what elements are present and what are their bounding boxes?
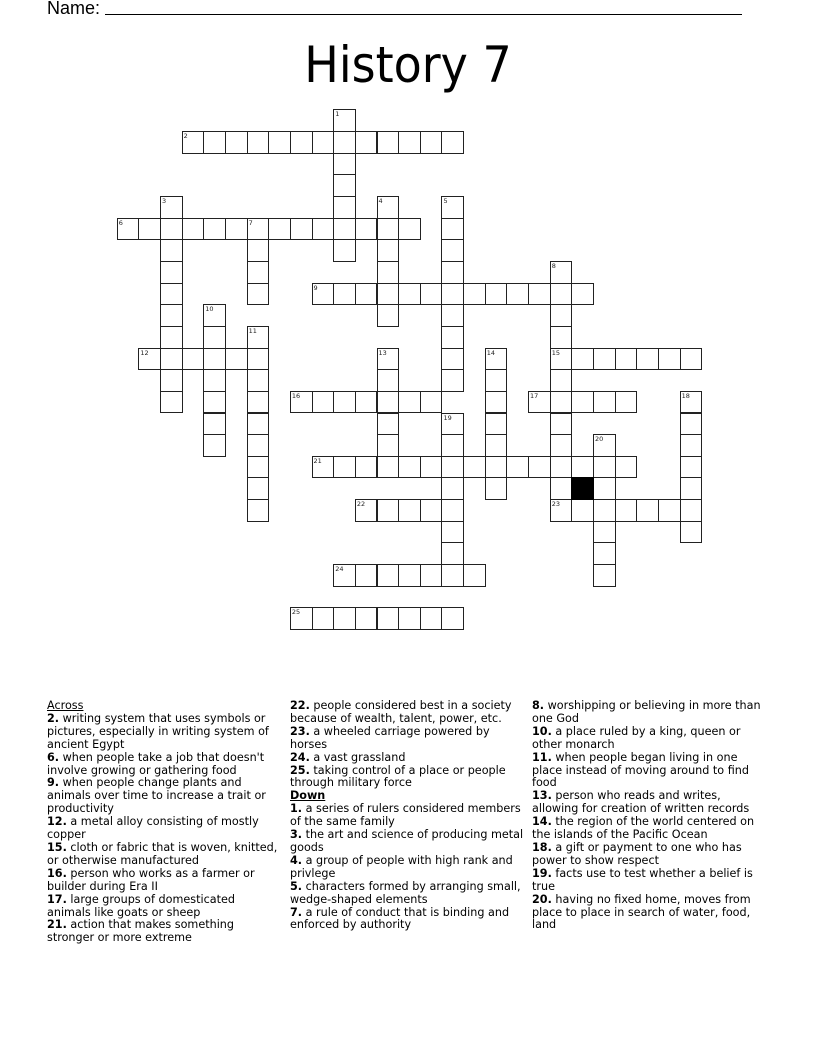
grid-cell[interactable] bbox=[398, 499, 421, 522]
grid-cell[interactable] bbox=[463, 456, 486, 479]
clue-across-21: 21. action that makes something stronger or more extreme bbox=[47, 918, 234, 945]
grid-cell[interactable] bbox=[203, 391, 226, 414]
grid-cell[interactable] bbox=[420, 283, 443, 306]
grid-cell[interactable] bbox=[333, 218, 356, 241]
clue-number: 11 bbox=[248, 326, 257, 335]
clue-number: 8 bbox=[551, 261, 556, 270]
grid-cell[interactable] bbox=[225, 218, 248, 241]
grid-cell[interactable] bbox=[377, 196, 400, 219]
grid-cell[interactable] bbox=[420, 391, 443, 414]
clue-number: 3 bbox=[162, 197, 167, 205]
grid-cell[interactable] bbox=[441, 456, 464, 479]
grid-cell[interactable] bbox=[420, 131, 443, 154]
grid-cell[interactable] bbox=[312, 218, 335, 241]
grid-cell[interactable] bbox=[377, 391, 400, 414]
grid-cell[interactable] bbox=[571, 348, 594, 371]
grid-cell[interactable] bbox=[182, 131, 205, 154]
grid-cell[interactable] bbox=[377, 304, 400, 327]
grid-cell[interactable] bbox=[333, 564, 356, 587]
clue-across-2: 2. writing system that uses symbols or pictures, especially in writing system of ancient Egypt bbox=[47, 711, 269, 751]
grid-cell[interactable] bbox=[680, 413, 703, 436]
grid-cell[interactable] bbox=[225, 348, 248, 371]
clue-down-3: 3. the art and science of producing metal goods bbox=[290, 828, 524, 854]
clue-down-8: 8. worshipping or believing in more than one God bbox=[532, 699, 761, 725]
grid-cell[interactable] bbox=[377, 369, 400, 392]
grid-cell[interactable] bbox=[247, 239, 270, 262]
clue-number: 19 bbox=[443, 413, 452, 422]
grid-cell[interactable] bbox=[398, 391, 421, 414]
grid-cell[interactable] bbox=[377, 131, 400, 154]
grid-cell[interactable] bbox=[290, 218, 313, 241]
grid-cell[interactable] bbox=[290, 131, 313, 154]
grid-cell[interactable] bbox=[247, 499, 270, 522]
grid-cell[interactable] bbox=[290, 607, 313, 630]
grid-cell[interactable] bbox=[225, 131, 248, 154]
grid-cell[interactable] bbox=[377, 434, 400, 457]
grid-cell[interactable] bbox=[485, 456, 508, 479]
clue-number: 9 bbox=[313, 283, 318, 292]
grid-cell[interactable] bbox=[441, 477, 464, 500]
grid-cell[interactable] bbox=[377, 499, 400, 522]
grid-cell[interactable] bbox=[441, 304, 464, 327]
grid-cell[interactable] bbox=[550, 261, 573, 284]
grid-cell[interactable] bbox=[398, 564, 421, 587]
clue-number: 16 bbox=[291, 391, 301, 400]
clue-down-19: 19. facts use to test whether a belief is true bbox=[532, 866, 753, 893]
grid-cell[interactable] bbox=[247, 413, 270, 436]
grid-cell[interactable] bbox=[377, 607, 400, 630]
grid-cell[interactable] bbox=[441, 542, 464, 565]
down-heading: Down bbox=[290, 789, 326, 803]
grid-cell[interactable] bbox=[485, 391, 508, 414]
grid-cell[interactable] bbox=[138, 218, 161, 241]
clue-number: 6 bbox=[118, 218, 123, 227]
grid-cell[interactable] bbox=[355, 564, 378, 587]
grid-cell[interactable] bbox=[333, 456, 356, 479]
grid-cell[interactable] bbox=[333, 131, 356, 154]
grid-cell[interactable] bbox=[506, 283, 529, 306]
grid-cell[interactable] bbox=[441, 326, 464, 349]
grid-cell[interactable] bbox=[441, 499, 464, 522]
grid-cell[interactable] bbox=[312, 607, 335, 630]
clue-number: 7 bbox=[248, 218, 253, 227]
grid-cell[interactable] bbox=[550, 369, 573, 392]
clue-down-7: 7. a rule of conduct that is binding and enforced by authority bbox=[290, 905, 510, 932]
clue-across-17: 17. large groups of domesticated animals like goats or sheep bbox=[47, 892, 235, 919]
grid-cell[interactable] bbox=[203, 218, 226, 241]
grid-cell[interactable] bbox=[528, 391, 551, 414]
grid-cell[interactable] bbox=[160, 304, 183, 327]
grid-cell[interactable] bbox=[203, 434, 226, 457]
clue-number: 15 bbox=[551, 348, 560, 357]
clue-number: 18 bbox=[681, 391, 690, 400]
clue-number: 13 bbox=[378, 348, 387, 357]
grid-cell[interactable] bbox=[615, 499, 638, 522]
clue-number: 1 bbox=[335, 110, 340, 119]
grid-cell[interactable] bbox=[485, 348, 508, 371]
grid-cell[interactable] bbox=[398, 283, 421, 306]
grid-cell[interactable] bbox=[333, 153, 356, 176]
grid-cell[interactable] bbox=[203, 131, 226, 154]
grid-cell[interactable] bbox=[377, 261, 400, 284]
grid-cell[interactable] bbox=[290, 391, 313, 414]
clue-across-12: 12. a metal alloy consisting of mostly copper bbox=[47, 815, 259, 842]
grid-cell[interactable] bbox=[441, 196, 464, 219]
clue-number: 23 bbox=[551, 500, 560, 509]
clue-number: 12 bbox=[140, 348, 149, 357]
clue-down-11: 11. when people began living in one place instead of moving around to find food bbox=[532, 750, 749, 790]
grid-cell[interactable] bbox=[571, 283, 594, 306]
clue-number: 10 bbox=[205, 305, 214, 314]
grid-cell[interactable] bbox=[182, 218, 205, 241]
grid-cell[interactable] bbox=[441, 218, 464, 241]
grid-cell[interactable] bbox=[593, 521, 616, 544]
grid-cell[interactable] bbox=[355, 456, 378, 479]
grid-cell[interactable] bbox=[463, 564, 486, 587]
grid-cell[interactable] bbox=[571, 456, 594, 479]
clue-across-16: 16. person who works as a farmer or builder during Era II bbox=[47, 866, 255, 893]
grid-cell[interactable] bbox=[312, 391, 335, 414]
grid-cell[interactable] bbox=[377, 239, 400, 262]
grid-cell[interactable] bbox=[441, 283, 464, 306]
clues-column-1 bbox=[47, 700, 282, 945]
grid-cell[interactable] bbox=[377, 413, 400, 436]
grid-cell[interactable] bbox=[247, 477, 270, 500]
grid-cell[interactable] bbox=[441, 413, 464, 436]
grid-cell[interactable] bbox=[441, 369, 464, 392]
grid-cell[interactable] bbox=[160, 261, 183, 284]
grid-cell[interactable] bbox=[247, 456, 270, 479]
grid-cell[interactable] bbox=[680, 499, 703, 522]
clue-down-20: 20. having no fixed home, moves from place to place in search of water, food, land bbox=[532, 892, 751, 932]
grid-cell[interactable] bbox=[485, 413, 508, 436]
grid-cell[interactable] bbox=[333, 283, 356, 306]
grid-cell[interactable] bbox=[550, 348, 573, 371]
grid-cell[interactable] bbox=[160, 369, 183, 392]
grid-cell[interactable] bbox=[247, 434, 270, 457]
grid-cell[interactable] bbox=[398, 456, 421, 479]
clues-column-3 bbox=[532, 700, 767, 932]
clue-number: 5 bbox=[443, 197, 448, 205]
grid-cell[interactable] bbox=[355, 499, 378, 522]
grid-cell[interactable] bbox=[593, 542, 616, 565]
clue-across-22: 22. people considered best in a society because of wealth, talent, power, etc. bbox=[290, 699, 512, 725]
grid-cell[interactable] bbox=[398, 218, 421, 241]
grid-cell[interactable] bbox=[247, 283, 270, 306]
grid-cell[interactable] bbox=[160, 283, 183, 306]
grid-cell[interactable] bbox=[550, 304, 573, 327]
clue-number: 14 bbox=[486, 348, 496, 357]
grid-cell[interactable] bbox=[355, 283, 378, 306]
clue-across-9: 9. when people change plants and animals over time to increase a trait or productivity bbox=[47, 776, 266, 816]
grid-cell[interactable] bbox=[485, 283, 508, 306]
grid-cell[interactable] bbox=[182, 348, 205, 371]
grid-cell[interactable] bbox=[571, 499, 594, 522]
grid-cell[interactable] bbox=[377, 456, 400, 479]
clue-down-1: 1. a series of rulers considered members of the same family bbox=[290, 802, 521, 829]
grid-cell[interactable] bbox=[441, 434, 464, 457]
grid-cell[interactable] bbox=[203, 369, 226, 392]
grid-cell[interactable] bbox=[593, 391, 616, 414]
grid-cell[interactable] bbox=[485, 369, 508, 392]
grid-cell[interactable] bbox=[593, 564, 616, 587]
grid-cell[interactable] bbox=[398, 607, 421, 630]
grid-cell[interactable] bbox=[441, 131, 464, 154]
grid-cell[interactable] bbox=[117, 218, 140, 241]
black-cell bbox=[571, 477, 594, 500]
clue-number: 2 bbox=[183, 132, 188, 141]
grid-cell[interactable] bbox=[377, 218, 400, 241]
grid-cell[interactable] bbox=[420, 564, 443, 587]
grid-cell[interactable] bbox=[333, 196, 356, 219]
grid-cell[interactable] bbox=[593, 499, 616, 522]
clue-number: 21 bbox=[313, 456, 322, 465]
grid-cell[interactable] bbox=[247, 348, 270, 371]
grid-cell[interactable] bbox=[247, 218, 270, 241]
clue-number: 22 bbox=[356, 500, 366, 509]
grid-cell[interactable] bbox=[571, 391, 594, 414]
grid-cell[interactable] bbox=[680, 521, 703, 544]
grid-cell[interactable] bbox=[680, 434, 703, 457]
grid-cell[interactable] bbox=[355, 131, 378, 154]
grid-cell[interactable] bbox=[463, 283, 486, 306]
grid-cell[interactable] bbox=[441, 261, 464, 284]
clue-across-6: 6. when people take a job that doesn't involve growing or gathering food bbox=[47, 750, 265, 777]
grid-cell[interactable] bbox=[441, 239, 464, 262]
grid-cell[interactable] bbox=[550, 434, 573, 457]
grid-cell[interactable] bbox=[680, 391, 703, 414]
grid-cell[interactable] bbox=[441, 564, 464, 587]
grid-cell[interactable] bbox=[593, 434, 616, 457]
clues-column-2 bbox=[290, 700, 525, 932]
grid-cell[interactable] bbox=[615, 456, 638, 479]
clue-across-23: 23. a wheeled carriage powered by horses bbox=[290, 724, 490, 751]
clue-down-5: 5. characters formed by arranging small, wedge-shaped elements bbox=[290, 879, 521, 906]
grid-cell[interactable] bbox=[333, 239, 356, 262]
grid-cell[interactable] bbox=[680, 456, 703, 479]
grid-cell[interactable] bbox=[550, 477, 573, 500]
grid-cell[interactable] bbox=[203, 348, 226, 371]
grid-cell[interactable] bbox=[658, 499, 681, 522]
grid-cell[interactable] bbox=[377, 564, 400, 587]
grid-cell[interactable] bbox=[658, 348, 681, 371]
name-label: Name: bbox=[47, 0, 101, 18]
grid-cell[interactable] bbox=[355, 607, 378, 630]
grid-cell[interactable] bbox=[550, 499, 573, 522]
grid-cell[interactable] bbox=[160, 239, 183, 262]
grid-cell[interactable] bbox=[377, 283, 400, 306]
grid-cell[interactable] bbox=[247, 369, 270, 392]
grid-cell[interactable] bbox=[441, 607, 464, 630]
grid-cell[interactable] bbox=[528, 283, 551, 306]
clue-across-25: 25. taking control of a place or people through military force bbox=[290, 763, 506, 790]
grid-cell[interactable] bbox=[420, 607, 443, 630]
clue-down-10: 10. a place ruled by a king, queen or other monarch bbox=[532, 724, 741, 751]
grid-cell[interactable] bbox=[333, 391, 356, 414]
grid-cell[interactable] bbox=[398, 131, 421, 154]
grid-cell[interactable] bbox=[441, 348, 464, 371]
grid-cell[interactable] bbox=[160, 326, 183, 349]
grid-cell[interactable] bbox=[247, 326, 270, 349]
page-title: History 7 bbox=[304, 36, 512, 94]
grid-cell[interactable] bbox=[680, 348, 703, 371]
clue-across-15: 15. cloth or fabric that is woven, knitted, or otherwise manufactured bbox=[47, 840, 278, 867]
grid-cell[interactable] bbox=[550, 391, 573, 414]
grid-cell[interactable] bbox=[550, 456, 573, 479]
grid-cell[interactable] bbox=[593, 456, 616, 479]
grid-cell[interactable] bbox=[377, 348, 400, 371]
grid-cell[interactable] bbox=[615, 348, 638, 371]
across-heading: Across bbox=[47, 699, 84, 712]
grid-cell[interactable] bbox=[615, 391, 638, 414]
grid-cell[interactable] bbox=[268, 131, 291, 154]
grid-cell[interactable] bbox=[247, 261, 270, 284]
clue-down-18: 18. a gift or payment to one who has power to show respect bbox=[532, 840, 742, 867]
grid-cell[interactable] bbox=[312, 283, 335, 306]
grid-cell[interactable] bbox=[485, 477, 508, 500]
grid-cell[interactable] bbox=[355, 391, 378, 414]
clue-down-4: 4. a group of people with high rank and privlege bbox=[290, 853, 513, 880]
grid-cell[interactable] bbox=[593, 348, 616, 371]
grid-cell[interactable] bbox=[247, 131, 270, 154]
grid-cell[interactable] bbox=[420, 499, 443, 522]
grid-cell[interactable] bbox=[138, 348, 161, 371]
grid-cell[interactable] bbox=[160, 196, 183, 219]
grid-cell[interactable] bbox=[203, 326, 226, 349]
clue-down-14: 14. the region of the world centered on the islands of the Pacific Ocean bbox=[532, 815, 755, 842]
clue-number: 24 bbox=[335, 565, 344, 574]
grid-cell[interactable] bbox=[680, 477, 703, 500]
grid-cell[interactable] bbox=[485, 434, 508, 457]
grid-cell[interactable] bbox=[333, 109, 356, 132]
grid-cell[interactable] bbox=[550, 413, 573, 436]
grid-cell[interactable] bbox=[268, 218, 291, 241]
grid-cell[interactable] bbox=[160, 348, 183, 371]
clue-across-24: 24. a vast grassland bbox=[290, 750, 406, 764]
grid-cell[interactable] bbox=[203, 413, 226, 436]
grid-cell[interactable] bbox=[593, 477, 616, 500]
grid-cell[interactable] bbox=[312, 456, 335, 479]
clue-number: 20 bbox=[595, 435, 604, 444]
clue-number: 4 bbox=[378, 197, 383, 205]
grid-cell[interactable] bbox=[203, 304, 226, 327]
grid-cell[interactable] bbox=[506, 456, 529, 479]
clue-number: 17 bbox=[530, 391, 539, 400]
clue-down-13: 13. person who reads and writes, allowing for creation of written records bbox=[532, 789, 750, 816]
grid-cell[interactable] bbox=[550, 283, 573, 306]
grid-cell[interactable] bbox=[355, 218, 378, 241]
clue-number: 25 bbox=[291, 608, 301, 617]
grid-cell[interactable] bbox=[550, 326, 573, 349]
grid-cell[interactable] bbox=[247, 391, 270, 414]
grid-cell[interactable] bbox=[420, 456, 443, 479]
grid-cell[interactable] bbox=[528, 456, 551, 479]
grid-cell[interactable] bbox=[160, 391, 183, 414]
grid-cell[interactable] bbox=[636, 348, 659, 371]
grid-cell[interactable] bbox=[312, 131, 335, 154]
grid-cell[interactable] bbox=[333, 607, 356, 630]
grid-cell[interactable] bbox=[160, 218, 183, 241]
grid-cell[interactable] bbox=[441, 521, 464, 544]
grid-cell[interactable] bbox=[636, 499, 659, 522]
grid-cell[interactable] bbox=[333, 174, 356, 197]
